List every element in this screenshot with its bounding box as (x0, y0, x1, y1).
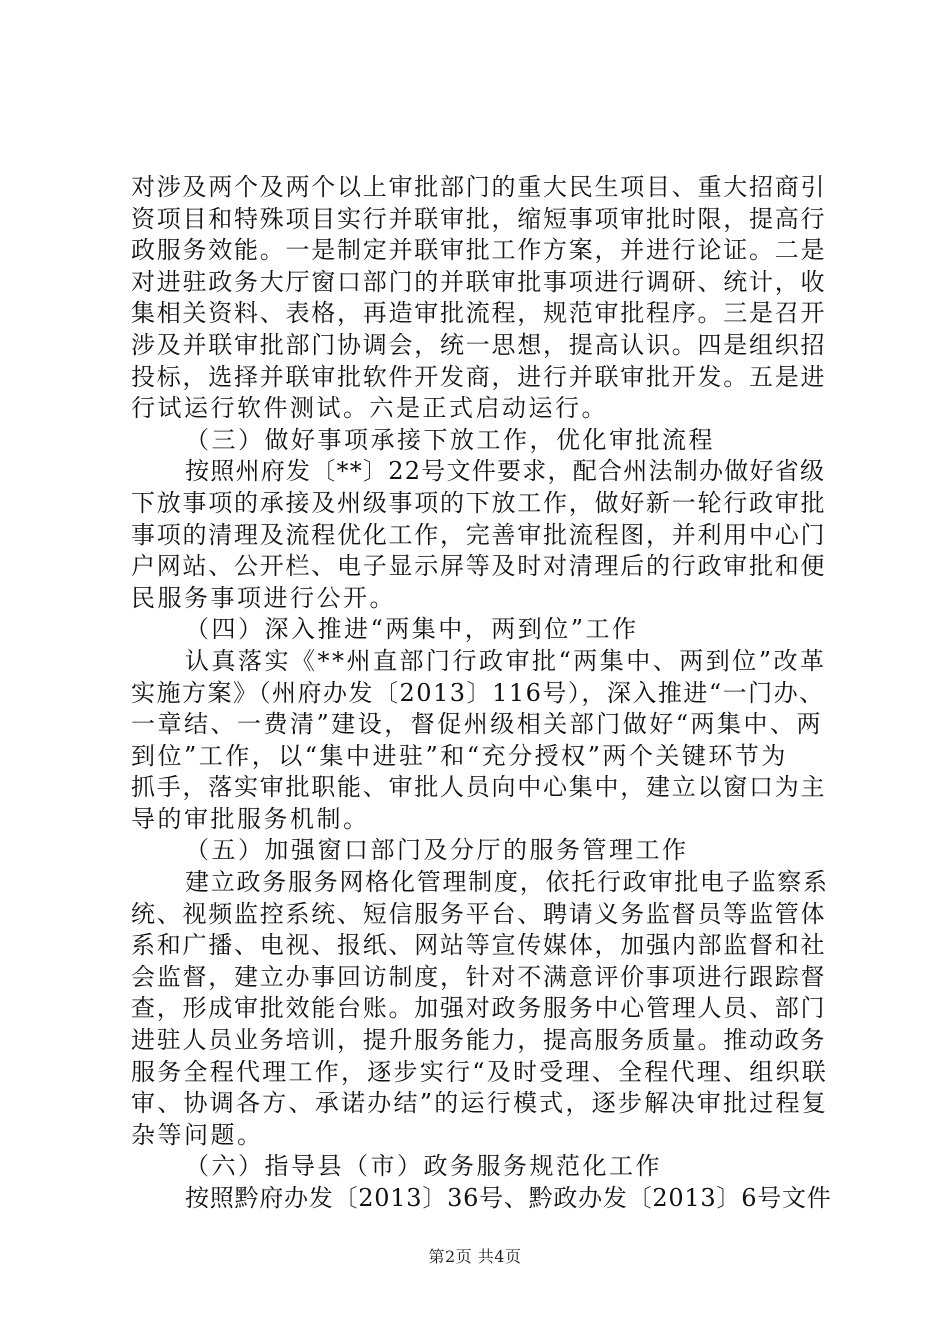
paragraph-line: 户网站、公开栏、电子显示屏等及时对清理后的行政审批和便 (131, 552, 827, 581)
paragraph-line: 行试运行软件测试。六是正式启动运行。 (131, 394, 608, 423)
section-heading: （三）做好事项承接下放工作，优化审批流程 (185, 425, 715, 454)
document-body (131, 172, 831, 1215)
section-heading: （五）加强窗口部门及分厅的服务管理工作 (185, 836, 689, 865)
paragraph-line: 认真落实《**州直部门行政审批“两集中、两到位”改革 (185, 646, 827, 675)
paragraph-line: 导的审批服务机制。 (131, 804, 370, 833)
paragraph-line: 审、协调各方、承诺办结”的运行模式，逐步解决审批过程复 (131, 1089, 829, 1118)
paragraph-line: 进驻人员业务培训，提升服务能力，提高服务质量。推动政务 (131, 1026, 827, 1055)
paragraph-line: 投标，选择并联审批软件开发商，进行并联审批开发。五是进 (131, 362, 827, 391)
paragraph-line: 对涉及两个及两个以上审批部门的重大民生项目、重大招商引 (131, 173, 827, 201)
paragraph-line: 对进驻政务大厅窗口部门的并联审批事项进行调研、统计，收 (131, 267, 827, 296)
paragraph-line: 民服务事项进行公开。 (131, 583, 396, 612)
paragraph-line: 政服务效能。一是制定并联审批工作方案，并进行论证。二是 (131, 236, 827, 265)
paragraph-line: 涉及并联审批部门协调会，统一思想，提高认识。四是组织招 (131, 330, 827, 359)
paragraph-line: 实施方案》（州府办发〔2013〕116号），深入推进“一门办、 (131, 678, 825, 707)
paragraph-line: 统、视频监控系统、短信服务平台、聘请义务监督员等监管体 (131, 899, 827, 928)
paragraph-line: 到位”工作，以“集中进驻”和“充分授权”两个关键环节为 (131, 741, 788, 770)
paragraph-line: 会监督，建立办事回访制度，针对不满意评价事项进行跟踪督 (131, 962, 827, 991)
paragraph-line: 事项的清理及流程优化工作，完善审批流程图，并利用中心门 (131, 520, 827, 549)
paragraph-line: 资项目和特殊项目实行并联审批，缩短事项审批时限，提高行 (131, 204, 827, 233)
paragraph-line: 下放事项的承接及州级事项的下放工作，做好新一轮行政审批 (131, 488, 827, 517)
paragraph-line: 查，形成审批效能台账。加强对政务服务中心管理人员、部门 (131, 994, 827, 1023)
paragraph-line: 杂等问题。 (131, 1120, 264, 1149)
paragraph-line: 按照黔府办发〔2013〕36号、黔政办发〔2013〕6号文件 (185, 1184, 832, 1212)
page-footer: 第2页 共4页 (428, 1247, 522, 1266)
paragraph-line: 集相关资料、表格，再造审批流程，规范审批程序。三是召开 (131, 299, 827, 328)
paragraph-line: 按照州府发〔**〕22号文件要求，配合州法制办做好省级 (185, 457, 826, 486)
paragraph-line: 服务全程代理工作，逐步实行“及时受理、全程代理、组织联 (131, 1057, 829, 1086)
paragraph-line: 抓手，落实审批职能、审批人员向中心集中，建立以窗口为主 (131, 773, 827, 802)
paragraph-line: 系和广播、电视、报纸、网站等宣传媒体，加强内部监督和社 (131, 931, 827, 960)
section-heading: （四）深入推进“两集中，两到位”工作 (185, 615, 639, 644)
paragraph-line: 一章结、一费清”建设，督促州级相关部门做好“两集中、两 (131, 710, 824, 739)
section-heading: （六）指导县（市）政务服务规范化工作 (185, 1152, 662, 1181)
paragraph-line: 建立政务服务网格化管理制度，依托行政审批电子监察系 (185, 868, 829, 897)
